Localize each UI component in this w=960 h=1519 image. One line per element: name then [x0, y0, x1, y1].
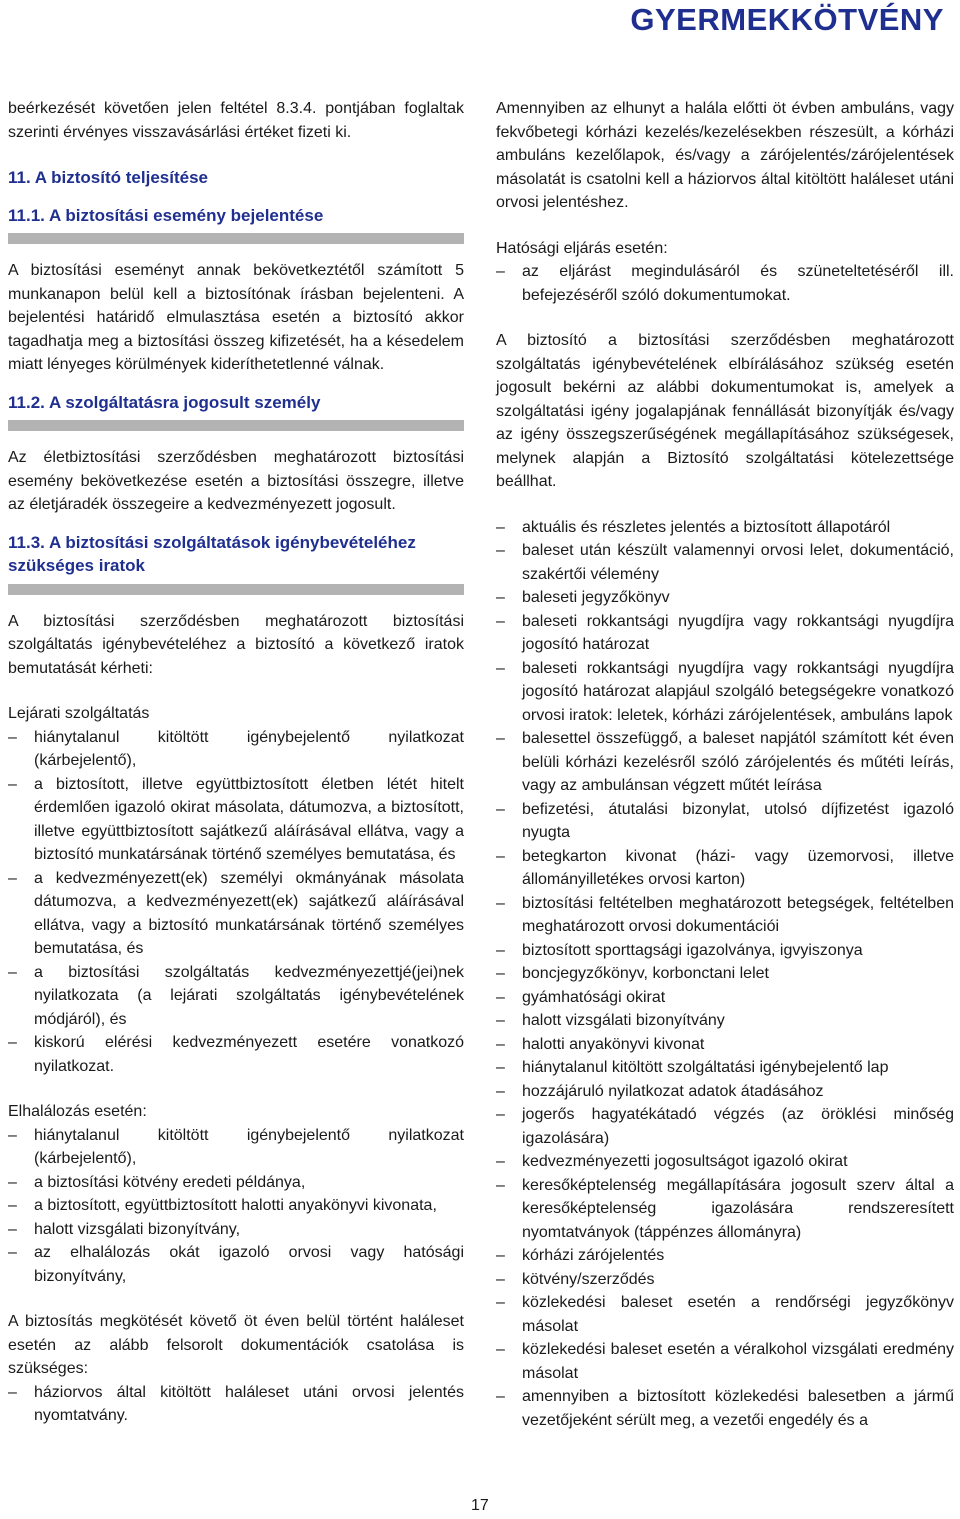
list-item: – az elhalálozás okát igazoló orvosi vagy hatósági bizonyítvány,: [8, 1241, 464, 1288]
list-item: – halott vizsgálati bizonyítvány,: [8, 1218, 464, 1242]
list-item: – közlekedési baleset esetén a rendőrségi jegyzőkönyv másolat: [496, 1291, 954, 1338]
list-item: – baleset után készült valamennyi orvosi lelet, dokumentáció, szakértői vélemény: [496, 539, 954, 586]
document-title: GYERMEKKÖTVÉNY: [630, 2, 944, 37]
list-item: – a biztosítási kötvény eredeti példánya,: [8, 1171, 464, 1195]
maturity-list: [8, 726, 464, 1079]
beneficiary-paragraph: Az életbiztosítási szerződésben meghatározott biztosítási esemény bekövetkezése esetén a biztosítási összegre, illetve az életjáradék összegeire a kedvezményezett jogosult.: [8, 449, 464, 513]
maturity-label: Lejárati szolgáltatás: [8, 705, 150, 722]
list-item: – kórházi zárójelentés: [496, 1244, 954, 1268]
subsection-heading-11-3: 11.3. A biztosítási szolgáltatások igénybevételéhez szükséges iratok: [8, 532, 416, 575]
list-item: – hiánytalanul kitöltött igénybejelentő nyilatkozat (kárbejelentő),: [8, 726, 464, 773]
list-item: – háziorvos által kitöltött haláleset utáni orvosi jelentés nyomtatvány.: [8, 1381, 464, 1428]
death-list: [8, 1124, 464, 1289]
list-item: – baleseti rokkantsági nyugdíjra vagy rokkantsági nyugdíjra jogosító határozat: [496, 610, 954, 657]
list-item: – baleseti rokkantsági nyugdíjra vagy rokkantsági nyugdíjra jogosító határozat alapjául szolgáló betegségekre vonatkozó orvosi iratok: leletek, kórházi zárójelentések, ambuláns lapok: [496, 657, 954, 728]
subsection-heading-11-1: 11.1. A biztosítási esemény bejelentése: [8, 205, 324, 225]
list-item: – balesettel összefüggő, a baleset napjától számított két éven belüli kórházi kezelésről szóló zárójelentés és műtéti leírás, vagy az ambulánsan végzett műtét leírása: [496, 727, 954, 798]
additional-docs-list: [496, 516, 954, 1433]
list-item: – gyámhatósági okirat: [496, 986, 954, 1010]
death-label: Elhalálozás esetén:: [8, 1103, 147, 1120]
list-item: – halott vizsgálati bizonyítvány: [496, 1009, 954, 1033]
heading-divider-bar: [8, 233, 464, 244]
list-item: – biztosított sporttagsági igazolványa, igvyiszonya: [496, 939, 954, 963]
additional-docs-paragraph: A biztosító a biztosítási szerződésben meghatározott szolgáltatás igénybevételének elbírálásához szükség esetén jogosult bekérni az alábbi dokumentumokat is, amelyek a szolgáltatási igény jogalapjának fennállását bizonyítják és/vagy az igény összegszerűségének megállapításához szükségesek, melynek alapján a Biztosító szolgáltatási kötelezettsége beállhat.: [496, 332, 954, 490]
list-item: – halotti anyakönyvi kivonat: [496, 1033, 954, 1057]
list-item: – közlekedési baleset esetén a véralkohol vizsgálati eredmény másolat: [496, 1338, 954, 1385]
list-item: – hiánytalanul kitöltött igénybejelentő nyilatkozat (kárbejelentő),: [8, 1124, 464, 1171]
five-year-paragraph: A biztosítás megkötését követő öt éven belül történt haláleset esetén az alább felsorolt dokumentációk csatolása is szükséges:: [8, 1313, 464, 1377]
list-item: – amennyiben a biztosított közlekedési balesetben a jármű vezetőjeként sérült meg, a vezetői engedély és a: [496, 1385, 954, 1432]
intro-paragraph: beérkezését követően jelen feltétel 8.3.4. pontjában foglaltak szerinti érvényes visszavásárlási értéket fizeti ki.: [8, 100, 464, 141]
list-item: – baleseti jegyzőkönyv: [496, 586, 954, 610]
reporting-paragraph: A biztosítási eseményt annak bekövetkeztétől számított 5 munkanapon belül kell a biztosítónak írásban bejelenteni. A bejelentési határidő elmulasztása esetén a biztosító akkor tagadhatja meg a biztosítási összeg kifizetését, ha a késedelem miatt lényeges körülmények kideríthetetlenné válnak.: [8, 262, 464, 373]
right-column: [496, 97, 954, 1432]
five-year-list: [8, 1381, 464, 1428]
list-item: – befizetési, átutalási bizonylat, utolsó díjfizetést igazoló nyugta: [496, 798, 954, 845]
list-item: – kedvezményezetti jogosultságot igazoló okirat: [496, 1150, 954, 1174]
authority-list: [496, 260, 954, 307]
list-item: – a kedvezményezett(ek) személyi okmányának másolata dátumozva, a kedvezményezett(ek) sajátkezű aláírásával ellátva, vagy a biztosító munkatársának történő személyes bemutatása, és: [8, 867, 464, 961]
list-item: – kiskorú elérési kedvezményezett esetére vonatkozó nyilatkozat.: [8, 1031, 464, 1078]
list-item: – boncjegyzőkönyv, korbonctani lelet: [496, 962, 954, 986]
left-column: [8, 97, 464, 1428]
list-item: – betegkarton kivonat (házi- vagy üzemorvosi, illetve állományilletékes orvosi karton): [496, 845, 954, 892]
list-item: – kötvény/szerződés: [496, 1268, 954, 1292]
list-item: – az eljárást megindulásáról és szüneteltetéséről ill. befejezéséről szóló dokumentumokat.: [496, 260, 954, 307]
section-heading: 11. A biztosító teljesítése: [8, 168, 208, 187]
ambulant-paragraph: Amennyiben az elhunyt a halála előtti öt évben ambuláns, vagy fekvőbetegi kórházi kezelés/kezelésekben részesült, a kórházi ambuláns kezelőlapok, és/vagy a zárójelentés/zárójelentések másolatát is csatolni kell a háziorvos által kitöltött haláleset utáni orvosi jelentéshez.: [496, 100, 954, 211]
list-item: – aktuális és részletes jelentés a biztosított állapotáról: [496, 516, 954, 540]
list-item: – a biztosított, együttbiztosított halotti anyakönyvi kivonata,: [8, 1194, 464, 1218]
subsection-heading-11-2: 11.2. A szolgáltatásra jogosult személy: [8, 392, 321, 412]
page-number: 17: [471, 1497, 489, 1514]
heading-divider-bar: [8, 584, 464, 595]
list-item: – a biztosított, illetve együttbiztosított életben létét hitelt érdemlően igazoló okirat másolata, dátumozva, a biztosított, illetve együttbiztosított sajátkezű aláírásával ellátva, vagy a biztosító munkatársának történő személyes bemutatása, és: [8, 773, 464, 867]
list-item: – jogerős hagyatékátadó végzés (az öröklési minőség igazolására): [496, 1103, 954, 1150]
list-item: – hozzájáruló nyilatkozat adatok átadásához: [496, 1080, 954, 1104]
heading-divider-bar: [8, 420, 464, 431]
list-item: – biztosítási feltételben meghatározott betegségek, feltételben meghatározott orvosi dokumentációi: [496, 892, 954, 939]
documents-intro-paragraph: A biztosítási szerződésben meghatározott biztosítási szolgáltatás igénybevételéhez a biztosító a következő iratok bemutatását kérheti:: [8, 612, 464, 677]
list-item: – hiánytalanul kitöltött szolgáltatási igénybejelentő lap: [496, 1056, 954, 1080]
authority-label: Hatósági eljárás esetén:: [496, 239, 668, 257]
list-item: – a biztosítási szolgáltatás kedvezményezettjé(jei)nek nyilatkozata (a lejárati szolgáltatás igénybevételének módjáról), és: [8, 961, 464, 1032]
list-item: – keresőképtelenség megállapítására jogosult szerv által a keresőképtelenség igazolására rendszeresített nyomtatványok (táppénzes állományra): [496, 1174, 954, 1245]
